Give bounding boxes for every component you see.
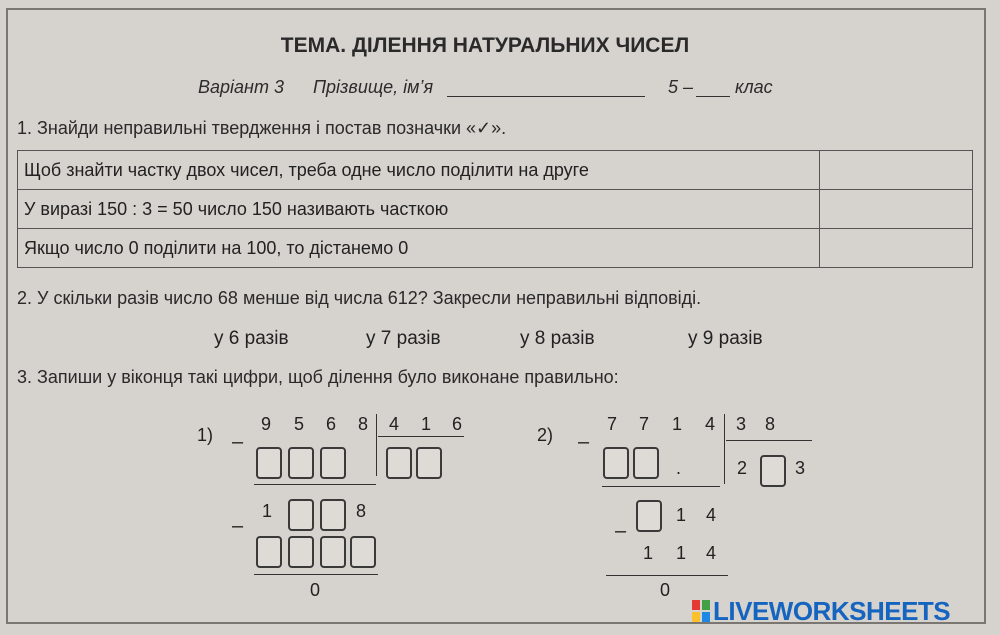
problem-1-label: 1) <box>197 425 214 445</box>
digit-box[interactable] <box>256 447 282 479</box>
minus-sign: – <box>615 520 627 542</box>
answer-option[interactable]: у 7 разів <box>366 328 441 349</box>
digit-box[interactable] <box>350 536 376 568</box>
question-1: 1. Знайди неправильні твердження і постав позначки «✓». <box>17 118 507 138</box>
minus-sign: – <box>578 431 590 453</box>
check-cell[interactable] <box>820 151 973 190</box>
divisor-digit: 8 <box>765 414 776 434</box>
grade-suffix: клас <box>735 77 773 97</box>
digit: . <box>676 458 682 478</box>
digit: 4 <box>706 543 717 563</box>
division-bar <box>376 414 377 476</box>
digit-box[interactable] <box>603 447 629 479</box>
dividend-digit: 8 <box>358 414 369 434</box>
digit: 1 <box>643 543 654 563</box>
digit: 8 <box>356 501 367 521</box>
grade-prefix: 5 – <box>668 77 694 97</box>
digit-box[interactable] <box>256 536 282 568</box>
digit-box[interactable] <box>320 536 346 568</box>
digit-box[interactable] <box>320 447 346 479</box>
minus-sign: – <box>232 515 244 537</box>
subtraction-line <box>254 574 378 575</box>
grade-input-line[interactable] <box>696 96 730 97</box>
quotient-box[interactable] <box>386 447 412 479</box>
divisor-digit: 6 <box>452 414 463 434</box>
digit: 1 <box>262 501 273 521</box>
digit-box[interactable] <box>288 447 314 479</box>
dividend-digit: 4 <box>705 414 716 434</box>
subtraction-line <box>254 484 376 485</box>
question-3: 3. Запиши у віконця такі цифри, щоб ділення було виконане правильно: <box>17 367 619 387</box>
worksheet-title: ТЕМА. ДІЛЕННЯ НАТУРАЛЬНИХ ЧИСЕЛ <box>280 34 690 57</box>
statement-text: Якщо число 0 поділити на 100, то дістанемо 0 <box>18 229 820 268</box>
remainder: 0 <box>660 580 671 600</box>
quotient-digit: 2 <box>737 458 748 478</box>
remainder: 0 <box>310 580 321 600</box>
name-label: Прізвище, ім’я <box>313 77 434 97</box>
digit-box[interactable] <box>633 447 659 479</box>
table-row <box>18 190 973 229</box>
divisor-digit: 1 <box>421 414 432 434</box>
live-logo-icon <box>692 600 710 622</box>
subtraction-line <box>602 486 720 487</box>
name-input-line[interactable] <box>447 96 645 97</box>
quotient-box[interactable] <box>416 447 442 479</box>
table-row <box>18 151 973 190</box>
quotient-line <box>726 440 812 441</box>
quotient-digit: 3 <box>795 458 806 478</box>
divisor-digit: 4 <box>389 414 400 434</box>
digit-box[interactable] <box>288 499 314 531</box>
digit: 1 <box>676 543 687 563</box>
digit: 4 <box>706 505 717 525</box>
answer-option[interactable]: у 8 разів <box>520 328 595 349</box>
quotient-box[interactable] <box>760 455 786 487</box>
question-2: 2. У скільки разів число 68 менше від числа 612? Закресли неправильні відповіді. <box>17 288 702 308</box>
page-border <box>6 8 986 624</box>
dividend-digit: 6 <box>326 414 337 434</box>
digit-box[interactable] <box>636 500 662 532</box>
brand-text: LIVEWORKSHEETS <box>713 596 951 626</box>
divisor-digit: 3 <box>736 414 747 434</box>
answer-option[interactable]: у 9 разів <box>688 328 763 349</box>
subtraction-line <box>606 575 728 576</box>
digit: 1 <box>676 505 687 525</box>
quotient-line <box>378 436 464 437</box>
problem-2-label: 2) <box>537 425 554 445</box>
table-row <box>18 229 973 268</box>
statement-text: Щоб знайти частку двох чисел, треба одне число поділити на друге <box>18 151 820 190</box>
dividend-digit: 9 <box>261 414 272 434</box>
answer-option[interactable]: у 6 разів <box>214 328 289 349</box>
statement-text: У виразі 150 : 3 = 50 число 150 називають часткою <box>18 190 820 229</box>
dividend-digit: 1 <box>672 414 683 434</box>
division-bar <box>724 414 725 484</box>
check-cell[interactable] <box>820 229 973 268</box>
dividend-digit: 5 <box>294 414 305 434</box>
liveworksheets-logo <box>692 596 950 627</box>
variant-label: Варіант 3 <box>198 77 284 97</box>
check-cell[interactable] <box>820 190 973 229</box>
dividend-digit: 7 <box>607 414 618 434</box>
minus-sign: – <box>232 431 244 453</box>
digit-box[interactable] <box>320 499 346 531</box>
dividend-digit: 7 <box>639 414 650 434</box>
digit-box[interactable] <box>288 536 314 568</box>
statements-table <box>17 150 973 268</box>
